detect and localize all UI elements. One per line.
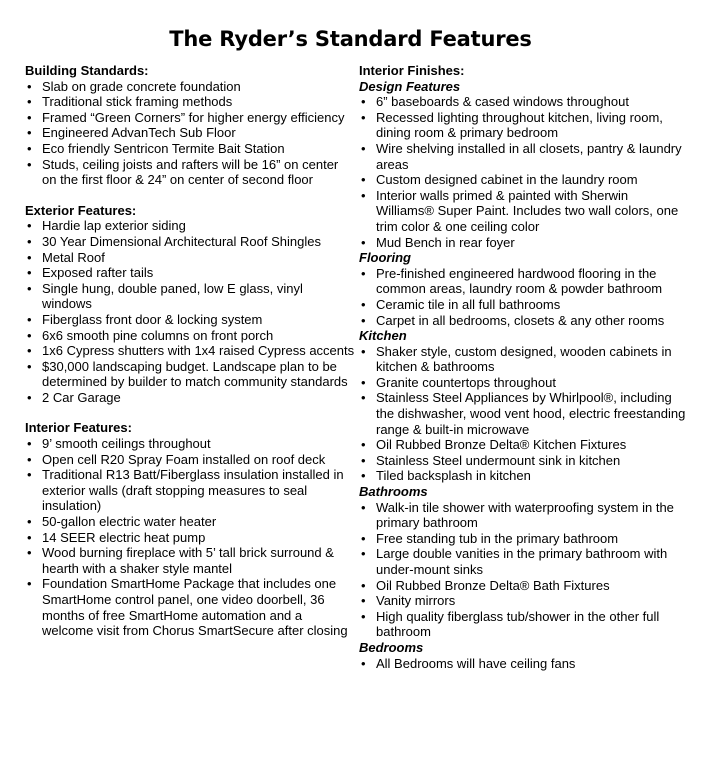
list-item: • 9’ smooth ceilings throughout <box>25 436 355 452</box>
list-item: • Granite countertops throughout <box>359 375 689 391</box>
list-item: • Tiled backsplash in kitchen <box>359 468 689 484</box>
kitchen-heading: Kitchen <box>359 328 407 344</box>
interior-features-list <box>25 436 355 639</box>
list-item: • Single hung, double paned, low E glass, vinyl windows <box>25 281 355 312</box>
list-item: • Carpet in all bedrooms, closets & any other rooms <box>359 313 689 329</box>
list-item: • Free standing tub in the primary bathroom <box>359 531 689 547</box>
kitchen-list <box>359 344 689 484</box>
exterior-features-list <box>25 218 355 405</box>
list-item: • Custom designed cabinet in the laundry room <box>359 172 689 188</box>
flooring-list <box>359 266 689 328</box>
list-item: • Engineered AdvanTech Sub Floor <box>25 125 355 141</box>
list-item: • 50-gallon electric water heater <box>25 514 355 530</box>
list-item: • 6x6 smooth pine columns on front porch <box>25 328 355 344</box>
exterior-features-heading: Exterior Features: <box>25 202 137 218</box>
list-item: • Hardie lap exterior siding <box>25 218 355 234</box>
design-features-list <box>359 94 689 250</box>
design-features-heading: Design Features <box>359 78 461 94</box>
list-item: • Shaker style, custom designed, wooden cabinets in kitchen & bathrooms <box>359 344 689 375</box>
section-gap <box>25 188 355 203</box>
flooring-heading: Flooring <box>359 250 411 266</box>
bedrooms-heading: Bedrooms <box>359 639 424 655</box>
list-item: • 30 Year Dimensional Architectural Roof Shingles <box>25 234 355 250</box>
list-item: • 6” baseboards & cased windows throughout <box>359 94 689 110</box>
list-item: • Interior walls primed & painted with Sherwin Williams® Super Paint. Includes two wall colors, one trim color & one ceiling color <box>359 188 689 235</box>
list-item: • Oil Rubbed Bronze Delta® Kitchen Fixtures <box>359 437 689 453</box>
list-item: • $30,000 landscaping budget. Landscape plan to be determined by builder to match community standards <box>25 359 355 390</box>
list-item: • Open cell R20 Spray Foam installed on roof deck <box>25 452 355 468</box>
list-item: • Framed “Green Corners” for higher energy efficiency <box>25 110 355 126</box>
list-item: • Walk-in tile shower with waterproofing system in the primary bathroom <box>359 500 689 531</box>
list-item: • Slab on grade concrete foundation <box>25 79 355 95</box>
list-item: • Eco friendly Sentricon Termite Bait Station <box>25 141 355 157</box>
list-item: • Stainless Steel Appliances by Whirlpool®, including the dishwasher, wood vent hood, electric freestanding range & built-in microwave <box>359 390 689 437</box>
list-item: • Large double vanities in the primary bathroom with under-mount sinks <box>359 546 689 577</box>
interior-finishes-heading: Interior Finishes: <box>359 63 465 78</box>
bathrooms-list <box>359 500 689 640</box>
list-item: • Traditional stick framing methods <box>25 94 355 110</box>
list-item: • Vanity mirrors <box>359 593 689 609</box>
list-item: • Wood burning fireplace with 5’ tall brick surround & hearth with a shaker style mantel <box>25 545 355 576</box>
list-item: • Wire shelving installed in all closets, pantry & laundry areas <box>359 141 689 172</box>
building-standards-list <box>25 79 355 188</box>
list-item: • 2 Car Garage <box>25 390 355 406</box>
list-item: • Metal Roof <box>25 250 355 266</box>
list-item: • Traditional R13 Batt/Fiberglass insulation installed in exterior walls (draft stopping measures to seal insulation) <box>25 467 355 514</box>
list-item: • Mud Bench in rear foyer <box>359 235 689 251</box>
list-item: • 14 SEER electric heat pump <box>25 530 355 546</box>
list-item: • 1x6 Cypress shutters with 1x4 raised Cypress accents <box>25 343 355 359</box>
bedrooms-list <box>359 656 689 672</box>
interior-features-heading: Interior Features: <box>25 420 132 436</box>
right-column <box>359 63 689 671</box>
list-item: • Studs, ceiling joists and rafters will be 16” on center on the first floor & 24” on center of second floor <box>25 157 355 188</box>
list-item: • Pre-finished engineered hardwood flooring in the common areas, laundry room & powder bathroom <box>359 266 689 297</box>
section-gap <box>25 405 355 420</box>
left-column <box>25 63 355 639</box>
list-item: • All Bedrooms will have ceiling fans <box>359 656 689 672</box>
list-item: • Exposed rafter tails <box>25 265 355 281</box>
list-item: • High quality fiberglass tub/shower in the other full bathroom <box>359 609 689 640</box>
list-item: • Recessed lighting throughout kitchen, living room, dining room & primary bedroom <box>359 110 689 141</box>
list-item: • Stainless Steel undermount sink in kitchen <box>359 453 689 469</box>
page-title: The Ryder’s Standard Features <box>169 27 532 51</box>
bathrooms-heading: Bathrooms <box>359 484 428 500</box>
list-item: • Fiberglass front door & locking system <box>25 312 355 328</box>
list-item: • Foundation SmartHome Package that includes one SmartHome control panel, one video doorbell, 36 months of free SmartHome automation and a welcome visit from Chorus SmartSecure after closing <box>25 576 355 638</box>
list-item: • Ceramic tile in all full bathrooms <box>359 297 689 313</box>
list-item: • Oil Rubbed Bronze Delta® Bath Fixtures <box>359 578 689 594</box>
building-standards-heading: Building Standards: <box>25 63 149 78</box>
